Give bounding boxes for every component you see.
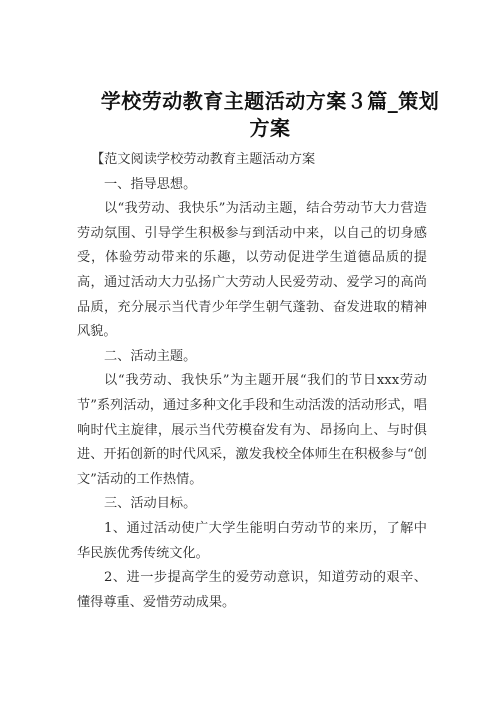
paragraph-intro: 【范文阅读学校劳动教育主题活动方案 xyxy=(91,152,316,167)
paragraph-goal-2: 2、进一步提高学生的爱劳动意识，知道劳动的艰辛、懂得尊重、爱惜劳动成果。 xyxy=(77,570,427,610)
paragraph-activity-theme: 以“我劳动、我快乐”为主题开展“我们的节日xxx劳动节”系列活动，通过多种文化手段和生动活泼的活动形式，唱响时代主旋律，展示当代劳模奋发有为、昂扬向上、与时俱进、开拓创新的时代风采，激发我校全体师生在积极参与“创文”活动的工作热情。 xyxy=(77,373,427,487)
document-title: 学校劳动教育主题活动方案３篇_策划方案 xyxy=(100,89,440,140)
document-body xyxy=(77,148,427,615)
heading-activity-theme: 二、活动主题。 xyxy=(104,348,197,364)
heading-activity-goals: 三、活动目标。 xyxy=(104,496,197,512)
paragraph-guiding-ideology: 以“我劳动、我快乐”为活动主题，结合劳动节大力营造劳动氛围、引导学生积极参与到活动中来，以自己的切身感受，体验劳动带来的乐趣，以劳动促进学生道德品质的提高，通过活动大力弘扬广大劳动人民爱劳动、爱学习的高尚品质，充分展示当代青少年学生朝气蓬勃、奋发进取的精神风貌。 xyxy=(77,201,427,340)
paragraph-goal-1: 1、通过活动使广大学生能明白劳动节的来历，了解中华民族优秀传统文化。 xyxy=(77,520,427,561)
heading-guiding-ideology: 一、指导思想。 xyxy=(104,176,197,192)
